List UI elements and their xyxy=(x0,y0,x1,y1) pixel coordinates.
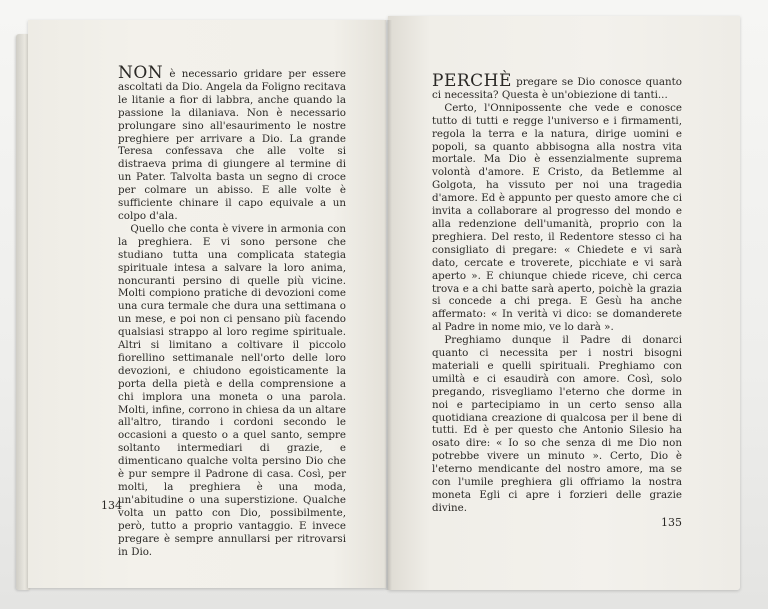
paragraph xyxy=(432,71,682,102)
paragraph-text: pregare se Dio conosce quanto ci necessita? Questa è un'obiezione di tanti... xyxy=(432,76,682,101)
page-number-left: 134 xyxy=(101,499,122,512)
paragraph: Preghiamo dunque il Padre di donarci quanto ci necessita per i nostri bisogni materiali e quelli spirituali. Preghiamo con umiltà e ci esaudirà con amore. Così, solo pregando, risvegliamo l'eterno che dorme in noi e partecipiamo in un certo senso alla quotidiana creazione di qualcosa per il bene di tutti. Ed è per questo che Antonio Silesio ha osato dire: « Io so che senza di me Dio non potrebbe vivere un minuto ». Certo, Dio è l'eterno mendicante del nostro amore, ma se con l'umile preghiera gli offriamo la nostra moneta Egli ci apre i forzieri delle grazie divine. xyxy=(432,334,682,514)
paragraph xyxy=(118,63,346,223)
dropcap: NON xyxy=(118,63,164,83)
dropcap: PERCHÈ xyxy=(432,71,512,91)
left-page-text xyxy=(118,63,346,558)
page-number-right: 135 xyxy=(661,516,682,529)
book-gutter xyxy=(384,20,392,590)
paragraph: Certo, l'Onnipossente che vede e conosce tutto di tutti e regge l'universo e i firmamenti, regola la terra e la natura, dirige uomini e popoli, sa quanto abbisogna alla nostra vita mortale. Ma Dio è essenzialmente suprema volontà d'amore. E Cristo, da Betlemme al Golgota, ha vissuto per noi una tragedia d'amore. Ed è appunto per questo amore che ci invita a collaborare al progresso del mondo e alla redenzione dell'umanità, proprio con la preghiera. Del resto, il Redentore stesso ci ha consigliato di pregare: « Chiedete e vi sarà dato, cercate e troverete, picchiate e vi sarà aperto ». E chiunque chiede riceve, chi cerca trova e a chi batte sarà aperto, poichè la grazia si concede a chi prega. E Gesù ha anche affermato: « In verità vi dico: se domanderete al Padre in nome mio, ve lo darà ». xyxy=(432,101,682,334)
paragraph: Quello che conta è vivere in armonia con la preghiera. E vi sono persone che studiano tutta una complicata stategia spirituale intesa a salvare la loro anima, noncuranti persino di quelle più vicine. Molti compiono pratiche di devozioni come una cura termale che dura una settimana o un mese, e poi non ci pensano più facendo qualsiasi strappo al loro regime spirituale. Altri si limitano a coltivare il piccolo fiorellino settimanale nell'orto delle loro devozioni, e chiudono egoisticamente la porta della pietà e della comprensione a chi implora una moneta o una parola. Molti, infine, corrono in chiesa da un altare all'altro, tirando i cordoni secondo le occasioni a questo o a quel santo, sempre soltanto intermediari di grazie, e dimenticano qualche volta persino Dio che è pur sempre il Padrone di casa. Così, per molti, la preghiera è una moda, un'abitudine o una superstizione. Qualche volta un patto con Dio, possibilmente, però, tutto a proprio vantaggio. E invece pregare è sempre annullarsi per ritrovarsi in Dio. xyxy=(118,222,346,558)
paragraph-text: è necessario gridare per essere ascoltati da Dio. Angela da Foligno recitava le litanie a fior di labbra, anche quando la passione la dilaniava. Non è necessario prolungare sino all'esaurimento le nostre preghiere per arrivare a Dio. La grande Teresa confessava che alle volte si distraeva prima di giungere al termine di un Pater. Talvolta basta un segno di croce per colmare un abisso. E alle volte è sufficiente chinare il capo equivale a un colpo d'ala. xyxy=(118,68,346,222)
right-page-text xyxy=(432,71,682,515)
